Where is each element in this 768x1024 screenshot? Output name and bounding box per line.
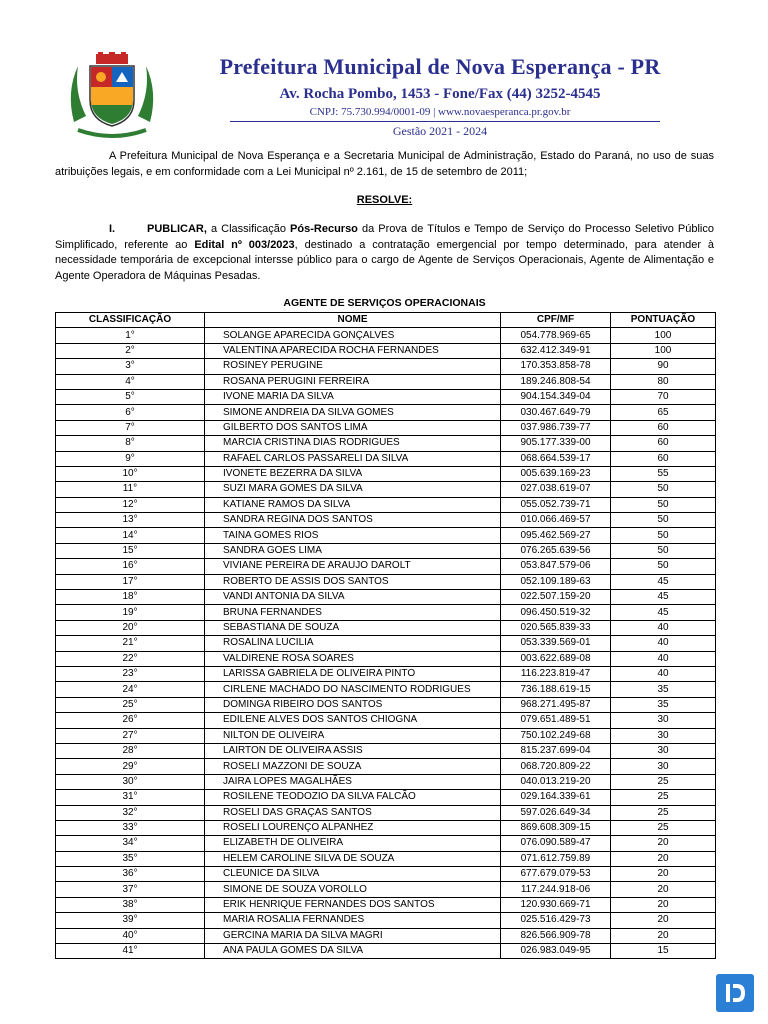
table-row: [56, 851, 716, 866]
cell-classificacao: 35°: [56, 851, 205, 866]
cell-classificacao: 3°: [56, 359, 205, 374]
cell-classificacao: 11°: [56, 482, 205, 497]
table-row: [56, 359, 716, 374]
cell-cpf: 117.244.918-06: [501, 882, 611, 897]
cell-pontuacao: 25: [611, 805, 716, 820]
cell-classificacao: 1°: [56, 328, 205, 343]
cell-nome: SIMONE ANDREIA DA SILVA GOMES: [205, 405, 501, 420]
table-row: [56, 666, 716, 681]
cell-nome: LAIRTON DE OLIVEIRA ASSIS: [205, 743, 501, 758]
cell-classificacao: 23°: [56, 666, 205, 681]
cell-pontuacao: 45: [611, 590, 716, 605]
cell-pontuacao: 70: [611, 389, 716, 404]
cell-nome: ROBERTO DE ASSIS DOS SANTOS: [205, 574, 501, 589]
cell-pontuacao: 60: [611, 451, 716, 466]
cell-pontuacao: 30: [611, 713, 716, 728]
table-row: [56, 836, 716, 851]
cell-cpf: 053.847.579-06: [501, 559, 611, 574]
cell-classificacao: 18°: [56, 590, 205, 605]
table-caption: AGENTE DE SERVIÇOS OPERACIONAIS: [283, 297, 486, 309]
table-row: [56, 867, 716, 882]
cell-classificacao: 6°: [56, 405, 205, 420]
cell-cpf: 869.608.309-15: [501, 820, 611, 835]
cell-pontuacao: 20: [611, 882, 716, 897]
letterhead-title: Prefeitura Municipal de Nova Esperança - PR: [219, 54, 661, 79]
cell-nome: CLEUNICE DA SILVA: [205, 867, 501, 882]
header-cpf: CPF/MF: [501, 313, 611, 328]
cell-classificacao: 25°: [56, 697, 205, 712]
header-pontuacao: PONTUAÇÃO: [611, 313, 716, 328]
cell-classificacao: 4°: [56, 374, 205, 389]
cell-pontuacao: 90: [611, 359, 716, 374]
cell-pontuacao: 50: [611, 528, 716, 543]
cell-pontuacao: 40: [611, 651, 716, 666]
table-row: [56, 651, 716, 666]
cell-cpf: 055.052.739-71: [501, 497, 611, 512]
table-row: [56, 913, 716, 928]
cell-nome: GERCINA MARIA DA SILVA MAGRI: [205, 928, 501, 943]
table-row: [56, 620, 716, 635]
table-row: [56, 728, 716, 743]
item-bold-b: Edital nº 003/2023: [194, 238, 295, 251]
cell-pontuacao: 20: [611, 897, 716, 912]
table-body: [56, 328, 716, 959]
cell-cpf: 053.339.569-01: [501, 636, 611, 651]
cell-nome: HELEM CAROLINE SILVA DE SOUZA: [205, 851, 501, 866]
cell-pontuacao: 60: [611, 436, 716, 451]
cell-classificacao: 21°: [56, 636, 205, 651]
cell-nome: LARISSA GABRIELA DE OLIVEIRA PINTO: [205, 666, 501, 681]
cell-classificacao: 27°: [56, 728, 205, 743]
intro-paragraph: A Prefeitura Municipal de Nova Esperança e a Secretaria Municipal de Administração, Estado do Paraná, no uso de suas atribuições legais, e em conformidade com a Lei Municipal nº 2.161, de 15 de setembro de 2011;: [55, 150, 714, 178]
letterhead-address: Av. Rocha Pombo, 1453 - Fone/Fax (44) 3252-4545: [279, 86, 601, 102]
cell-nome: IVONETE BEZERRA DA SILVA: [205, 466, 501, 481]
table-row: [56, 697, 716, 712]
cell-classificacao: 13°: [56, 513, 205, 528]
cell-classificacao: 22°: [56, 651, 205, 666]
item-text-c: , destinado a contratação emergencial por tempo determinado, para atender à necessidade temporária de excepcional intersse público para o cargo de Agente de Serviços Operacionais, Agente de Alimentação e Agente Operadora de Máquinas Pesadas.: [55, 238, 714, 282]
cell-pontuacao: 20: [611, 867, 716, 882]
cell-nome: ROSILENE TEODOZIO DA SILVA FALCÃO: [205, 790, 501, 805]
cell-nome: VALENTINA APARECIDA ROCHA FERNANDES: [205, 343, 501, 358]
item-text-a: a Classificação: [206, 223, 291, 235]
cell-classificacao: 41°: [56, 944, 205, 959]
cell-cpf: 120.930.669-71: [501, 897, 611, 912]
item-text-b: da Prova de Títulos e Tempo de Serviço do Processo Seletivo Público Simplificado, referente ao: [55, 223, 714, 251]
cell-pontuacao: 20: [611, 836, 716, 851]
cell-nome: ROSALINA LUCILIA: [205, 636, 501, 651]
cell-nome: VALDIRENE ROSA SOARES: [205, 651, 501, 666]
cell-classificacao: 5°: [56, 389, 205, 404]
cell-classificacao: 30°: [56, 774, 205, 789]
cell-classificacao: 14°: [56, 528, 205, 543]
cell-cpf: 030.467.649-79: [501, 405, 611, 420]
item-bold-a: Pós-Recurso: [290, 223, 358, 235]
cell-classificacao: 7°: [56, 420, 205, 435]
cell-nome: ANA PAULA GOMES DA SILVA: [205, 944, 501, 959]
cell-classificacao: 8°: [56, 436, 205, 451]
cell-cpf: 020.565.839-33: [501, 620, 611, 635]
resolution-item: [55, 222, 714, 284]
cell-pontuacao: 35: [611, 682, 716, 697]
cell-pontuacao: 25: [611, 820, 716, 835]
cell-pontuacao: 25: [611, 774, 716, 789]
cell-nome: MARIA ROSALIA FERNANDES: [205, 913, 501, 928]
resolve-heading: RESOLVE:: [356, 194, 413, 206]
table-row: [56, 420, 716, 435]
cell-cpf: 029.164.339-61: [501, 790, 611, 805]
cell-cpf: 022.507.159-20: [501, 590, 611, 605]
cell-classificacao: 16°: [56, 559, 205, 574]
cell-cpf: 750.102.249-68: [501, 728, 611, 743]
header-classificacao: CLASSIFICAÇÃO: [56, 313, 205, 328]
table-row: [56, 790, 716, 805]
table-row: [56, 759, 716, 774]
cell-classificacao: 29°: [56, 759, 205, 774]
table-row: [56, 605, 716, 620]
cell-cpf: 027.038.619-07: [501, 482, 611, 497]
table-row: [56, 528, 716, 543]
cell-cpf: 968.271.495-87: [501, 697, 611, 712]
cell-cpf: 826.566.909-78: [501, 928, 611, 943]
cell-cpf: 597.026.649-34: [501, 805, 611, 820]
cell-pontuacao: 50: [611, 559, 716, 574]
cell-pontuacao: 100: [611, 343, 716, 358]
cell-nome: SIMONE DE SOUZA VOROLLO: [205, 882, 501, 897]
table-row: [56, 897, 716, 912]
cell-cpf: 071.612.759.89: [501, 851, 611, 866]
cell-nome: VANDI ANTONIA DA SILVA: [205, 590, 501, 605]
table-row: [56, 389, 716, 404]
cell-pontuacao: 30: [611, 743, 716, 758]
cell-nome: BRUNA FERNANDES: [205, 605, 501, 620]
cell-nome: RAFAEL CARLOS PASSARELI DA SILVA: [205, 451, 501, 466]
cell-cpf: 632.412.349-91: [501, 343, 611, 358]
cell-classificacao: 33°: [56, 820, 205, 835]
cell-pontuacao: 40: [611, 620, 716, 635]
cell-cpf: 026.983.049-95: [501, 944, 611, 959]
table-row: [56, 513, 716, 528]
cell-pontuacao: 20: [611, 928, 716, 943]
cell-nome: DOMINGA RIBEIRO DOS SANTOS: [205, 697, 501, 712]
cell-classificacao: 20°: [56, 620, 205, 635]
cell-pontuacao: 50: [611, 497, 716, 512]
table-row: [56, 882, 716, 897]
cell-nome: GILBERTO DOS SANTOS LIMA: [205, 420, 501, 435]
table-header-row: [56, 313, 716, 328]
cell-nome: EDILENE ALVES DOS SANTOS CHIOGNA: [205, 713, 501, 728]
cell-classificacao: 12°: [56, 497, 205, 512]
letterhead: [60, 48, 720, 140]
cell-nome: ELIZABETH DE OLIVEIRA: [205, 836, 501, 851]
cell-cpf: 025.516.429-73: [501, 913, 611, 928]
cell-cpf: 068.664.539-17: [501, 451, 611, 466]
cell-pontuacao: 40: [611, 666, 716, 681]
cell-pontuacao: 15: [611, 944, 716, 959]
cell-cpf: 905.177.339-00: [501, 436, 611, 451]
cell-cpf: 052.109.189-63: [501, 574, 611, 589]
cell-cpf: 003.622.689-08: [501, 651, 611, 666]
cell-pontuacao: 30: [611, 759, 716, 774]
cell-pontuacao: 60: [611, 420, 716, 435]
table-row: [56, 466, 716, 481]
cell-cpf: 068.720.809-22: [501, 759, 611, 774]
cell-pontuacao: 35: [611, 697, 716, 712]
table-row: [56, 451, 716, 466]
municipal-coat-of-arms-icon: [64, 52, 160, 138]
table-row: [56, 682, 716, 697]
cell-nome: SUZI MARA GOMES DA SILVA: [205, 482, 501, 497]
cell-pontuacao: 45: [611, 574, 716, 589]
cell-classificacao: 24°: [56, 682, 205, 697]
cell-classificacao: 38°: [56, 897, 205, 912]
item-verb: PUBLICAR,: [147, 223, 207, 235]
table-row: [56, 497, 716, 512]
cell-nome: ROSELI DAS GRAÇAS SANTOS: [205, 805, 501, 820]
table-row: [56, 636, 716, 651]
cell-nome: SANDRA GOES LIMA: [205, 543, 501, 558]
cell-pontuacao: 65: [611, 405, 716, 420]
cell-nome: SOLANGE APARECIDA GONÇALVES: [205, 328, 501, 343]
cell-pontuacao: 25: [611, 790, 716, 805]
cell-nome: ERIK HENRIQUE FERNANDES DOS SANTOS: [205, 897, 501, 912]
cell-cpf: 037.986.739-77: [501, 420, 611, 435]
cell-classificacao: 34°: [56, 836, 205, 851]
cell-pontuacao: 50: [611, 513, 716, 528]
cell-cpf: 076.265.639-56: [501, 543, 611, 558]
cell-pontuacao: 30: [611, 728, 716, 743]
cell-pontuacao: 40: [611, 636, 716, 651]
cell-pontuacao: 45: [611, 605, 716, 620]
cell-nome: NILTON DE OLIVEIRA: [205, 728, 501, 743]
cell-pontuacao: 20: [611, 913, 716, 928]
cell-nome: ROSELI LOURENÇO ALPANHEZ: [205, 820, 501, 835]
cell-nome: ROSANA PERUGINI FERREIRA: [205, 374, 501, 389]
cell-cpf: 040.013.219-20: [501, 774, 611, 789]
cell-classificacao: 2°: [56, 343, 205, 358]
cell-pontuacao: 50: [611, 543, 716, 558]
table-row: [56, 343, 716, 358]
cell-nome: ROSELI MAZZONI DE SOUZA: [205, 759, 501, 774]
cell-pontuacao: 80: [611, 374, 716, 389]
cell-classificacao: 37°: [56, 882, 205, 897]
cell-cpf: 054.778.969-65: [501, 328, 611, 343]
table-row: [56, 559, 716, 574]
cell-classificacao: 26°: [56, 713, 205, 728]
table-row: [56, 374, 716, 389]
cell-nome: CIRLENE MACHADO DO NASCIMENTO RODRIGUES: [205, 682, 501, 697]
table-row: [56, 574, 716, 589]
cell-nome: KATIANE RAMOS DA SILVA: [205, 497, 501, 512]
cell-classificacao: 31°: [56, 790, 205, 805]
cell-cpf: 116.223.819-47: [501, 666, 611, 681]
cell-cpf: 096.450.519-32: [501, 605, 611, 620]
cell-classificacao: 36°: [56, 867, 205, 882]
cell-classificacao: 40°: [56, 928, 205, 943]
cell-cpf: 815.237.699-04: [501, 743, 611, 758]
cell-classificacao: 32°: [56, 805, 205, 820]
item-number: I.: [109, 223, 116, 235]
table-row: [56, 713, 716, 728]
cell-pontuacao: 100: [611, 328, 716, 343]
cell-cpf: 170.353.858-78: [501, 359, 611, 374]
cell-pontuacao: 20: [611, 851, 716, 866]
cell-nome: SANDRA REGINA DOS SANTOS: [205, 513, 501, 528]
classification-table: [55, 312, 716, 959]
cell-pontuacao: 55: [611, 466, 716, 481]
table-row: [56, 805, 716, 820]
cell-nome: MARCIA CRISTINA DIAS RODRIGUES: [205, 436, 501, 451]
cell-nome: JAIRA LOPES MAGALHÃES: [205, 774, 501, 789]
letterhead-gestao: Gestão 2021 - 2024: [392, 124, 488, 138]
table-row: [56, 328, 716, 343]
cell-cpf: 079.651.489-51: [501, 713, 611, 728]
table-row: [56, 944, 716, 959]
header-nome: NOME: [205, 313, 501, 328]
table-row: [56, 820, 716, 835]
table-row: [56, 405, 716, 420]
cell-cpf: 189.246.808-54: [501, 374, 611, 389]
cell-cpf: 076.090.589-47: [501, 836, 611, 851]
cell-classificacao: 15°: [56, 543, 205, 558]
cell-cpf: 005.639.169-23: [501, 466, 611, 481]
document-viewer-logo-icon[interactable]: [716, 974, 754, 1012]
table-row: [56, 928, 716, 943]
letterhead-divider: [230, 121, 660, 122]
table-row: [56, 743, 716, 758]
table-row: [56, 543, 716, 558]
cell-nome: SEBASTIANA DE SOUZA: [205, 620, 501, 635]
cell-classificacao: 10°: [56, 466, 205, 481]
table-row: [56, 590, 716, 605]
cell-cpf: 904.154.349-04: [501, 389, 611, 404]
cell-cpf: 736.188.619-15: [501, 682, 611, 697]
cell-nome: ROSINEY PERUGINE: [205, 359, 501, 374]
letterhead-cnpj: CNPJ: 75.730.994/0001-09 | www.novaesperanca.pr.gov.br: [309, 106, 571, 118]
cell-classificacao: 19°: [56, 605, 205, 620]
table-row: [56, 482, 716, 497]
cell-classificacao: 17°: [56, 574, 205, 589]
table-row: [56, 774, 716, 789]
cell-nome: IVONE MARIA DA SILVA: [205, 389, 501, 404]
cell-pontuacao: 50: [611, 482, 716, 497]
cell-cpf: 010.066.469-57: [501, 513, 611, 528]
cell-classificacao: 39°: [56, 913, 205, 928]
cell-nome: TAINA GOMES RIOS: [205, 528, 501, 543]
cell-classificacao: 9°: [56, 451, 205, 466]
cell-nome: VIVIANE PEREIRA DE ARAUJO DAROLT: [205, 559, 501, 574]
cell-cpf: 677.679.079-53: [501, 867, 611, 882]
cell-cpf: 095.462.569-27: [501, 528, 611, 543]
cell-classificacao: 28°: [56, 743, 205, 758]
table-row: [56, 436, 716, 451]
